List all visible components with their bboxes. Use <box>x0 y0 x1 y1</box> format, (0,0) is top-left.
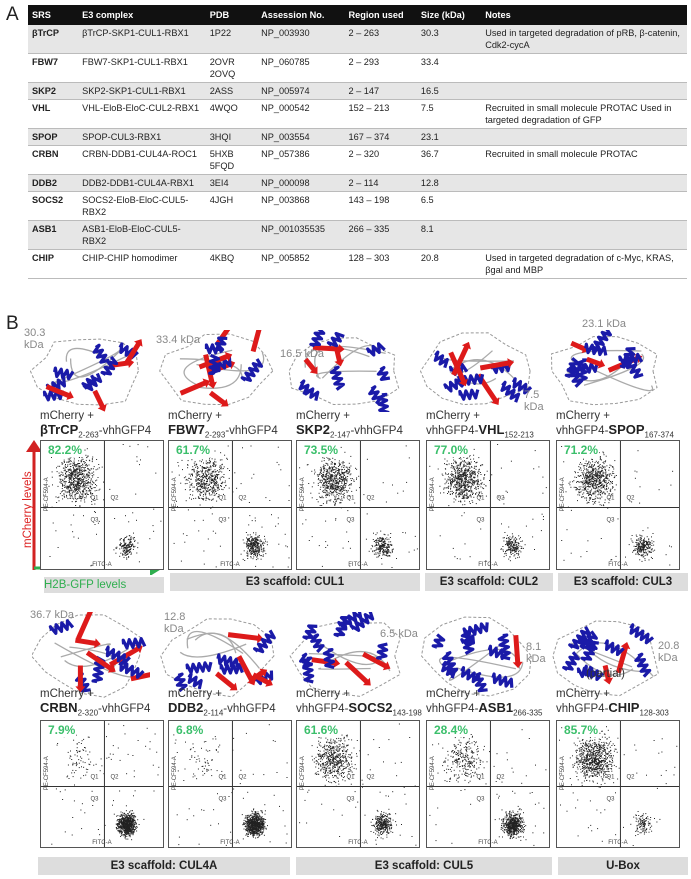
srs-name: SPOP <box>608 422 645 437</box>
x-axis-label: H2B-GFP levels <box>44 577 164 593</box>
table-cell-complex: SOCS2-EloB-EloC-CUL5-RBX2 <box>78 192 206 221</box>
table-cell-region: 167 – 374 <box>344 129 416 146</box>
flow-cytometry-plot <box>168 720 292 848</box>
scatter-points <box>427 441 549 569</box>
quadrant-label-q1: Q1 <box>218 495 227 502</box>
table-cell-pdb: 4KBQ <box>206 250 257 279</box>
table-cell-notes <box>481 54 687 83</box>
quadrant-label-q1: Q1 <box>476 495 485 502</box>
quadrant-label-q2: Q2 <box>366 495 375 502</box>
quadrant-label-q1: Q1 <box>606 495 615 502</box>
flow-cytometry-plot <box>296 720 420 848</box>
loop-coil <box>180 644 246 657</box>
construct-label <box>426 688 542 719</box>
table-cell-pdb: 2OVR 2OVQ <box>206 54 257 83</box>
table-row <box>28 54 687 83</box>
quadrant-label-q3: Q3 <box>90 517 99 524</box>
table-cell-complex: CHIP-CHIP homodimer <box>78 250 206 279</box>
construct-label <box>296 410 403 441</box>
degradation-percent: 77.0% <box>434 443 469 457</box>
protein-structure-skp2 <box>286 330 404 412</box>
region-subscript: 143-198 <box>392 708 422 718</box>
quadrant-label-q3: Q3 <box>606 796 615 803</box>
table-cell-size: 23.1 <box>417 129 481 146</box>
table-cell-region: 128 – 303 <box>344 250 416 279</box>
flow-cytometry-plot <box>556 440 680 570</box>
construct-prefix: mCherry + <box>40 410 94 422</box>
quadrant-label-q1: Q1 <box>476 774 485 781</box>
table-cell-notes <box>481 175 687 192</box>
table-cell-srs: FBW7 <box>28 54 78 83</box>
table-cell-size: 8.1 <box>417 221 481 250</box>
panel-b-letter: B <box>6 313 19 334</box>
alpha-helix <box>433 635 444 649</box>
table-cell-acc: NP_005852 <box>257 250 344 279</box>
beta-sheet <box>179 376 212 398</box>
alpha-helix <box>499 635 510 660</box>
table-cell-srs: CRBN <box>28 146 78 175</box>
construct-label <box>556 688 669 719</box>
size-kda-label: 6.5 kDa <box>380 628 418 640</box>
table-cell-complex: DDB2-DDB1-CUL4A-RBX1 <box>78 175 206 192</box>
plot-x-axis-label: FITC-A <box>92 562 112 568</box>
table-header-cell: Region used <box>344 5 416 25</box>
construct-prefix: mCherry + <box>556 410 610 422</box>
alpha-helix <box>187 674 204 689</box>
construct-prefix: mCherry + <box>168 688 222 700</box>
flow-cytometry-plot <box>40 720 164 848</box>
construct-post: -vhhGFP4 <box>98 703 151 715</box>
region-subscript: 167-374 <box>644 430 674 440</box>
table-cell-complex: SPOP-CUL3-RBX1 <box>78 129 206 146</box>
degradation-percent: 61.6% <box>304 723 339 737</box>
plot-x-axis-label: FITC-A <box>220 840 240 846</box>
protein-structure-crbn <box>32 612 150 700</box>
table-cell-complex: VHL-EloB-EloC-CUL2-RBX1 <box>78 100 206 129</box>
flow-cytometry-plot <box>296 440 420 570</box>
alpha-helix <box>604 641 624 656</box>
plot-x-axis-label: FITC-A <box>220 562 240 568</box>
alpha-helix <box>378 643 388 659</box>
size-kda-label: 7.5 kDa <box>524 389 544 413</box>
quadrant-label-q2: Q2 <box>238 774 247 781</box>
alpha-helix <box>92 345 109 364</box>
table-cell-srs: SPOP <box>28 129 78 146</box>
quadrant-label-q1: Q1 <box>90 495 99 502</box>
construct-label <box>426 410 534 441</box>
region-subscript: 2-263 <box>78 430 99 440</box>
beta-sheet <box>74 612 98 641</box>
protein-structure-asb1 <box>418 612 536 700</box>
y-axis-label: mCherry levels <box>22 471 34 548</box>
plot-y-axis-label: PE-CF594-A <box>172 477 178 512</box>
construct-prefix: mCherry + <box>40 688 94 700</box>
degradation-percent: 82.2% <box>48 443 83 457</box>
construct-post: -vhhGFP4 <box>350 425 403 437</box>
table-cell-notes: Recruited in small molecule PROTAC <box>481 146 687 175</box>
scaffold-cul1: E3 scaffold: CUL1 <box>170 573 420 591</box>
table-cell-notes: Recruited in small molecule PROTAC Used in targeted degradation of GFP <box>481 100 687 129</box>
degradation-percent-box <box>563 443 599 457</box>
srs-name: VHL <box>478 422 505 437</box>
quadrant-label-q3: Q3 <box>476 517 485 524</box>
srs-name: FBW7 <box>168 422 205 437</box>
degradation-percent: 73.5% <box>304 443 339 457</box>
quadrant-label-q2: Q2 <box>626 495 635 502</box>
scatter-points <box>557 441 679 569</box>
table-cell-pdb: 5HXB 5FQD <box>206 146 257 175</box>
srs-name: ASB1 <box>478 700 514 715</box>
quadrant-label-q2: Q2 <box>496 774 505 781</box>
table-cell-complex: ASB1-EloB-EloC-CUL5-RBX2 <box>78 221 206 250</box>
degradation-percent: 7.9% <box>48 723 76 737</box>
size-kda-label: 8.1 kDa <box>526 641 546 665</box>
table-body <box>28 25 687 279</box>
table-cell-notes <box>481 192 687 221</box>
degradation-percent-box <box>563 723 599 737</box>
construct-post: -vhhGFP4 <box>98 425 152 437</box>
scatter-points <box>41 441 163 569</box>
plot-x-axis-label: FITC-A <box>478 840 498 846</box>
size-kda-label: 16.5 kDa <box>280 348 325 360</box>
quadrant-label-q2: Q2 <box>496 495 505 502</box>
plot-x-axis-label: FITC-A <box>478 562 498 568</box>
quadrant-label-q2: Q2 <box>110 774 119 781</box>
scaffold-ubox: U-Box <box>558 857 688 875</box>
quadrant-label-q2: Q2 <box>238 495 247 502</box>
degradation-percent-box <box>303 443 339 457</box>
table-cell-pdb <box>206 221 257 250</box>
alpha-helix <box>330 367 344 389</box>
table-cell-size: 36.7 <box>417 146 481 175</box>
srs-name: SOCS2 <box>348 700 393 715</box>
construct-label <box>168 688 276 719</box>
size-kda-label: 12.8 kDa <box>164 611 186 635</box>
construct-pre: vhhGFP4- <box>556 703 609 715</box>
table-header-cell: PDB <box>206 5 257 25</box>
scaffold-cul3: E3 scaffold: CUL3 <box>558 573 688 591</box>
quadrant-label-q1: Q1 <box>90 774 99 781</box>
table-cell-srs: SOCS2 <box>28 192 78 221</box>
quadrant-label-q3: Q3 <box>218 796 227 803</box>
plot-y-axis-label: PE-CF594-A <box>430 477 436 512</box>
beta-sheet <box>90 389 109 412</box>
construct-prefix: mCherry + <box>168 410 222 422</box>
table-cell-region: 2 – 293 <box>344 54 416 83</box>
plot-x-axis-label: FITC-A <box>348 562 368 568</box>
table-cell-acc: NP_000098 <box>257 175 344 192</box>
beta-sheet <box>207 389 231 411</box>
quadrant-label-q3: Q3 <box>90 796 99 803</box>
table-cell-pdb: 1P22 <box>206 25 257 54</box>
plot-y-axis-label: PE-CF594-A <box>560 756 566 791</box>
srs-name: CHIP <box>608 700 640 715</box>
alpha-helix <box>628 625 653 645</box>
table-cell-notes <box>481 221 687 250</box>
scaffold-cul4a: E3 scaffold: CUL4A <box>38 857 290 875</box>
table-cell-srs: CHIP <box>28 250 78 279</box>
loop-coil <box>319 668 371 669</box>
construct-label <box>296 688 422 719</box>
quadrant-label-q2: Q2 <box>110 495 119 502</box>
table-cell-size: 33.4 <box>417 54 481 83</box>
protein-structure-vhl <box>416 330 534 412</box>
table-cell-size: 30.3 <box>417 25 481 54</box>
region-subscript: 2-320 <box>77 708 99 718</box>
scatter-points <box>297 721 419 847</box>
degradation-percent: 61.7% <box>176 443 211 457</box>
flow-cytometry-plot <box>40 440 164 570</box>
table-row <box>28 100 687 129</box>
table-cell-pdb: 4WQO <box>206 100 257 129</box>
plot-y-axis-label: PE-CF594-A <box>44 477 50 512</box>
quadrant-label-q3: Q3 <box>476 796 485 803</box>
table-header-cell: Size (kDa) <box>417 5 481 25</box>
scaffold-cul5: E3 scaffold: CUL5 <box>296 857 552 875</box>
degradation-percent-box <box>433 723 469 737</box>
table-cell-acc: NP_060785 <box>257 54 344 83</box>
alpha-helix <box>311 330 326 347</box>
plot-x-axis-label: FITC-A <box>608 840 628 846</box>
flow-cytometry-plot <box>168 440 292 570</box>
scatter-points <box>297 441 419 569</box>
table-header-cell: Notes <box>481 5 687 25</box>
table-row <box>28 175 687 192</box>
table-cell-size: 12.8 <box>417 175 481 192</box>
table-cell-region: 2 – 320 <box>344 146 416 175</box>
alpha-helix <box>433 352 450 368</box>
srs-name: DDB2 <box>168 700 204 715</box>
alpha-helix <box>54 368 73 379</box>
table-row <box>28 250 687 279</box>
table-row <box>28 129 687 146</box>
construct-prefix: mCherry + <box>296 410 350 422</box>
flow-cytometry-plot <box>426 440 550 570</box>
table-cell-pdb: 2ASS <box>206 83 257 100</box>
plot-y-axis-label: PE-CF594-A <box>172 756 178 791</box>
table-cell-region: 143 – 198 <box>344 192 416 221</box>
beta-sheet <box>361 650 393 673</box>
region-subscript: 128-303 <box>639 708 669 718</box>
quadrant-label-q1: Q1 <box>606 774 615 781</box>
table-header-cell: E3 complex <box>78 5 206 25</box>
quadrant-label-q3: Q3 <box>606 517 615 524</box>
table-cell-acc: NP_003868 <box>257 192 344 221</box>
protein-structure-spop <box>546 330 664 412</box>
plot-y-axis-label: PE-CF594-A <box>44 756 50 791</box>
table-cell-pdb: 3EI4 <box>206 175 257 192</box>
alpha-helix <box>635 654 651 676</box>
degradation-percent-box <box>303 723 339 737</box>
region-subscript: 152-213 <box>504 430 534 440</box>
construct-label <box>168 410 278 441</box>
table-cell-srs: DDB2 <box>28 175 78 192</box>
table-cell-region: 2 – 147 <box>344 83 416 100</box>
size-kda-label: 30.3 kDa <box>24 327 46 351</box>
partial-note: (partial) <box>586 668 625 680</box>
table-cell-srs: SKP2 <box>28 83 78 100</box>
table-cell-pdb: 3HQI <box>206 129 257 146</box>
quadrant-label-q2: Q2 <box>626 774 635 781</box>
table-cell-complex: CRBN-DDB1-CUL4A-ROC1 <box>78 146 206 175</box>
table-cell-notes <box>481 129 687 146</box>
quadrant-label-q2: Q2 <box>366 774 375 781</box>
table-cell-acc: NP_001035535 <box>257 221 344 250</box>
quadrant-label-q3: Q3 <box>346 517 355 524</box>
table-row <box>28 146 687 175</box>
construct-post: -vhhGFP4 <box>225 425 278 437</box>
alpha-helix <box>464 622 489 636</box>
table-header-cell: SRS <box>28 5 78 25</box>
table-cell-acc: NP_005974 <box>257 83 344 100</box>
table-cell-srs: ASB1 <box>28 221 78 250</box>
construct-prefix: mCherry + <box>556 688 610 700</box>
plot-y-axis-label: PE-CF594-A <box>300 756 306 791</box>
table-cell-size: 16.5 <box>417 83 481 100</box>
table-cell-acc: NP_057386 <box>257 146 344 175</box>
region-subscript: 266-335 <box>513 708 543 718</box>
degradation-percent: 6.8% <box>176 723 204 737</box>
table-header-row <box>28 5 687 25</box>
table-cell-size: 20.8 <box>417 250 481 279</box>
srs-name: CRBN <box>40 700 78 715</box>
scatter-points <box>427 721 549 847</box>
region-subscript: 2-147 <box>329 430 351 440</box>
table-cell-acc: NP_003554 <box>257 129 344 146</box>
table-cell-complex: FBW7-SKP1-CUL1-RBX1 <box>78 54 206 83</box>
beta-sheet <box>511 635 523 669</box>
scatter-points <box>169 721 291 847</box>
construct-prefix: mCherry + <box>426 410 480 422</box>
construct-prefix: mCherry + <box>426 688 480 700</box>
table-cell-size: 7.5 <box>417 100 481 129</box>
construct-pre: vhhGFP4- <box>426 703 479 715</box>
plot-y-axis-label: PE-CF594-A <box>560 477 566 512</box>
quadrant-label-q1: Q1 <box>346 495 355 502</box>
plot-y-axis-label: PE-CF594-A <box>300 477 306 512</box>
alpha-helix <box>303 386 320 401</box>
table-cell-acc: NP_000542 <box>257 100 344 129</box>
scaffold-cul2: E3 scaffold: CUL2 <box>425 573 553 591</box>
table-cell-region: 152 – 213 <box>344 100 416 129</box>
scatter-points <box>169 441 291 569</box>
plot-y-axis-label: PE-CF594-A <box>430 756 436 791</box>
alpha-helix <box>328 331 344 348</box>
panel-a-letter: A <box>6 4 19 25</box>
flow-cytometry-plot <box>426 720 550 848</box>
degradation-percent: 85.7% <box>564 723 599 737</box>
size-kda-label: 20.8 kDa <box>658 640 680 664</box>
degradation-percent-box <box>47 723 76 737</box>
table-cell-region: 2 – 114 <box>344 175 416 192</box>
flow-cytometry-plot <box>556 720 680 848</box>
table-cell-srs: βTrCP <box>28 25 78 54</box>
table-cell-region: 2 – 263 <box>344 25 416 54</box>
plot-x-axis-label: FITC-A <box>348 840 368 846</box>
construct-prefix: mCherry + <box>296 688 350 700</box>
region-subscript: 2-114 <box>203 708 224 718</box>
protein-structure-socs2 <box>288 612 406 700</box>
construct-pre: vhhGFP4- <box>296 703 349 715</box>
alpha-helix <box>460 390 479 400</box>
table-row <box>28 25 687 54</box>
size-kda-label: 33.4 kDa <box>156 334 201 346</box>
alpha-helix <box>377 368 390 382</box>
degradation-percent-box <box>175 443 211 457</box>
construct-label <box>40 410 151 441</box>
construct-pre: vhhGFP4- <box>556 425 609 437</box>
table-cell-notes: Used in targeted degradation of c-Myc, KRAS, βgal and MBP <box>481 250 687 279</box>
alpha-helix <box>187 662 212 673</box>
beta-sheet <box>248 330 266 353</box>
size-kda-label: 36.7 kDa <box>30 609 75 621</box>
table-cell-pdb: 4JGH <box>206 192 257 221</box>
table-cell-acc: NP_003930 <box>257 25 344 54</box>
scatter-points <box>41 721 163 847</box>
degradation-percent-box <box>175 723 204 737</box>
table-cell-complex: βTrCP-SKP1-CUL1-RBX1 <box>78 25 206 54</box>
srs-name: βTrCP <box>40 422 79 437</box>
srs-table <box>28 5 687 279</box>
table-row <box>28 221 687 250</box>
protein-structure-chip <box>548 612 666 700</box>
construct-label <box>40 688 150 719</box>
table-cell-notes: Used in targeted degradation of pRB, β-catenin, Cdk2-cycA <box>481 25 687 54</box>
quadrant-label-q3: Q3 <box>346 796 355 803</box>
quadrant-label-q3: Q3 <box>218 517 227 524</box>
construct-label <box>556 410 674 441</box>
degradation-percent-box <box>433 443 469 457</box>
table-cell-region: 266 – 335 <box>344 221 416 250</box>
plot-x-axis-label: FITC-A <box>608 562 628 568</box>
quadrant-label-q1: Q1 <box>346 774 355 781</box>
table-row <box>28 83 687 100</box>
srs-name: SKP2 <box>296 422 330 437</box>
table-header-cell: Assession No. <box>257 5 344 25</box>
alpha-helix <box>206 345 221 353</box>
size-kda-label: 23.1 kDa <box>582 318 627 330</box>
scatter-points <box>557 721 679 847</box>
degradation-percent: 28.4% <box>434 723 469 737</box>
degradation-percent: 71.2% <box>564 443 599 457</box>
region-subscript: 2-293 <box>204 430 226 440</box>
quadrant-label-q1: Q1 <box>218 774 227 781</box>
plot-x-axis-label: FITC-A <box>92 840 112 846</box>
table-cell-complex: SKP2-SKP1-CUL1-RBX1 <box>78 83 206 100</box>
degradation-percent-box <box>47 443 83 457</box>
construct-post: -vhhGFP4 <box>223 703 276 715</box>
construct-pre: vhhGFP4- <box>426 425 479 437</box>
table-row <box>28 192 687 221</box>
table-cell-notes <box>481 83 687 100</box>
table-cell-size: 6.5 <box>417 192 481 221</box>
table-cell-srs: VHL <box>28 100 78 129</box>
